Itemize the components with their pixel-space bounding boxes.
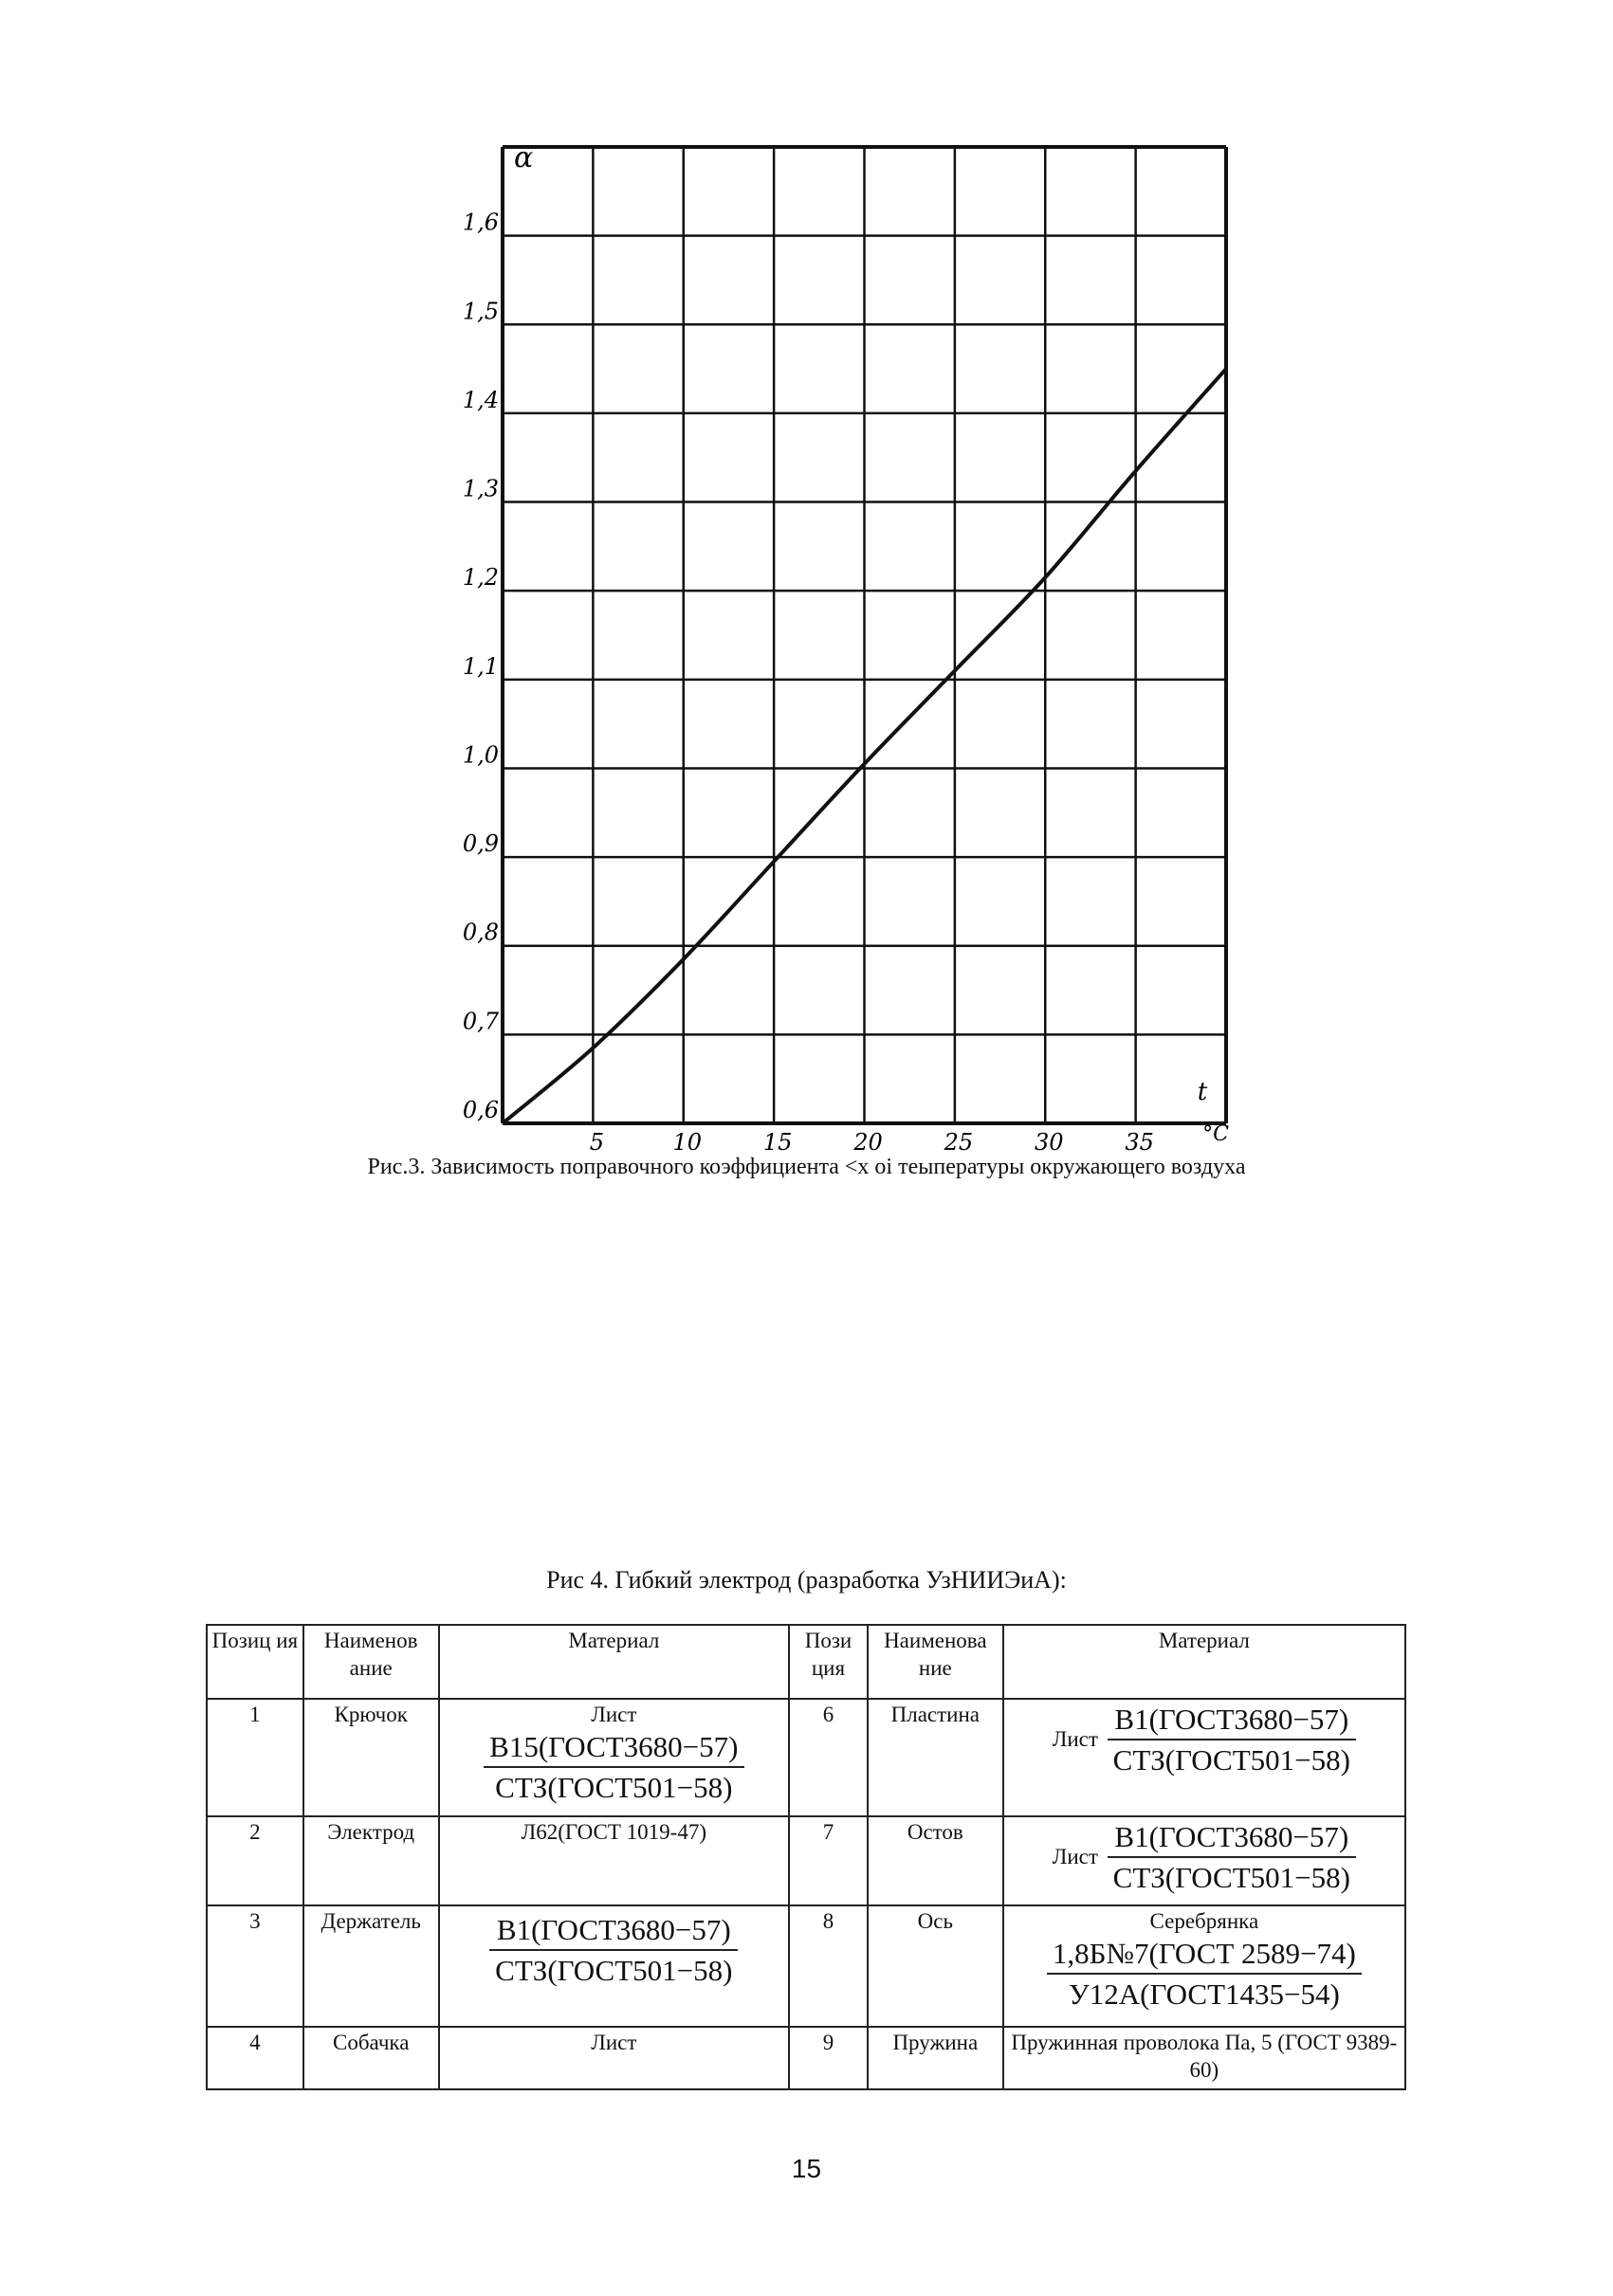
material-fraction: $\frac{\text{B15(ГОСТ3680−57)}}{\text{СТЗ(ГОСТ501−58)}}$ bbox=[484, 1729, 743, 1805]
page-number: 15 bbox=[791, 2154, 822, 2183]
x-axis-label: t bbox=[1197, 1078, 1208, 1106]
material-fraction: $\frac{\text{1,8Б№7(ГОСТ 2589−74)}}{\text{У12А(ГОСТ1435−54)}}$ bbox=[1047, 1936, 1362, 2012]
header-name: Наименова ние bbox=[868, 1625, 1003, 1699]
y-tick-label: 0,6 bbox=[462, 1097, 499, 1123]
header-material: Материал bbox=[439, 1625, 789, 1699]
y-tick-label: 1,0 bbox=[462, 741, 499, 769]
y-tick-label: 0,8 bbox=[462, 919, 499, 946]
header-name: Наименов ание bbox=[303, 1625, 439, 1699]
x-tick-label: 35 bbox=[1125, 1129, 1154, 1156]
y-tick-label: 1,4 bbox=[462, 386, 499, 413]
y-tick-label: 0,9 bbox=[462, 830, 499, 858]
figure-3-caption: Рис.3. Зависимость поправочного коэффициента <x oi теыпературы окружающего воздуха bbox=[367, 1155, 1246, 1179]
y-tick-label: 1,3 bbox=[462, 475, 499, 502]
x-tick-labels bbox=[590, 1129, 1154, 1156]
header-material: Материал bbox=[1003, 1625, 1405, 1699]
table-header-row bbox=[207, 1625, 1405, 1699]
table-row: 3 Держатель $\frac{\text{B1(ГОСТ3680−57)}}{\text{СТЗ(ГОСТ501−58)}}$ 8 Ось Серебрянка $\frac{\text{1,8Б№7(ГОСТ 2589−74)}}{\text{У12А(ГОСТ1435−54)}}$ bbox=[207, 1905, 1405, 2027]
y-tick-label: 1,5 bbox=[462, 298, 499, 325]
y-tick-label: 0,7 bbox=[462, 1008, 499, 1035]
y-tick-labels bbox=[463, 210, 500, 1123]
material-fraction: $\frac{\text{B1(ГОСТ3680−57)}}{\text{СТЗ(ГОСТ501−58)}}$ bbox=[489, 1912, 738, 1988]
material-cell: Серебрянка $\frac{\text{1,8Б№7(ГОСТ 2589−74)}}{\text{У12А(ГОСТ1435−54)}}$ bbox=[1003, 1905, 1405, 2027]
header-position: Позиц ия bbox=[207, 1625, 303, 1699]
material-fraction: $\frac{\text{B1(ГОСТ3680−57)}}{\text{СТЗ(ГОСТ501−58)}}$ bbox=[1108, 1702, 1356, 1777]
table-row: 1 Крючок Лист $\frac{\text{B15(ГОСТ3680−57)}}{\text{СТЗ(ГОСТ501−58)}}$ 6 Пластина Лист $\frac{\text{B1(ГОСТ3680−57)}}{\text{СТЗ(ГОСТ501−58)}}$ bbox=[207, 1699, 1405, 1816]
chart-grid bbox=[503, 147, 1226, 1123]
header-position: Пози ция bbox=[789, 1625, 868, 1699]
x-tick-label: 15 bbox=[762, 1129, 793, 1156]
x-unit-label: °C bbox=[1202, 1122, 1229, 1146]
x-tick-label: 30 bbox=[1034, 1129, 1064, 1156]
figure-4-caption: Рис 4. Гибкий электрод (разработка УзНИИЭиА): bbox=[546, 1566, 1067, 1594]
x-tick-label: 25 bbox=[944, 1129, 974, 1156]
table-row: 2 Электрод Л62(ГОСТ 1019-47) 7 Остов Лист $\frac{\text{B1(ГОСТ3680−57)}}{\text{СТЗ(ГОСТ501−58)}}$ bbox=[207, 1816, 1405, 1905]
x-tick-label: 5 bbox=[589, 1129, 605, 1156]
material-cell: Лист $\frac{\text{B15(ГОСТ3680−57)}}{\text{СТЗ(ГОСТ501−58)}}$ bbox=[439, 1699, 789, 1816]
y-axis-label: α bbox=[514, 141, 534, 174]
material-cell: Лист $\frac{\text{B1(ГОСТ3680−57)}}{\text{СТЗ(ГОСТ501−58)}}$ bbox=[1003, 1816, 1405, 1905]
x-tick-label: 20 bbox=[853, 1129, 883, 1156]
y-tick-label: 1,6 bbox=[462, 209, 499, 236]
materials-table bbox=[206, 1624, 1406, 2090]
material-cell bbox=[439, 1905, 789, 2027]
y-tick-label: 1,2 bbox=[462, 564, 499, 592]
material-cell: Лист $\frac{\text{B1(ГОСТ3680−57)}}{\text{СТЗ(ГОСТ501−58)}}$ bbox=[1003, 1699, 1405, 1816]
y-tick-label: 1,1 bbox=[462, 652, 499, 680]
table-row: 4 Собачка Лист 9 Пружина Пружинная проволока Па, 5 (ГОСТ 9389-60) bbox=[207, 2027, 1405, 2089]
x-tick-label: 10 bbox=[672, 1129, 703, 1156]
material-fraction: $\frac{\text{B1(ГОСТ3680−57)}}{\text{СТЗ(ГОСТ501−58)}}$ bbox=[1108, 1819, 1356, 1895]
